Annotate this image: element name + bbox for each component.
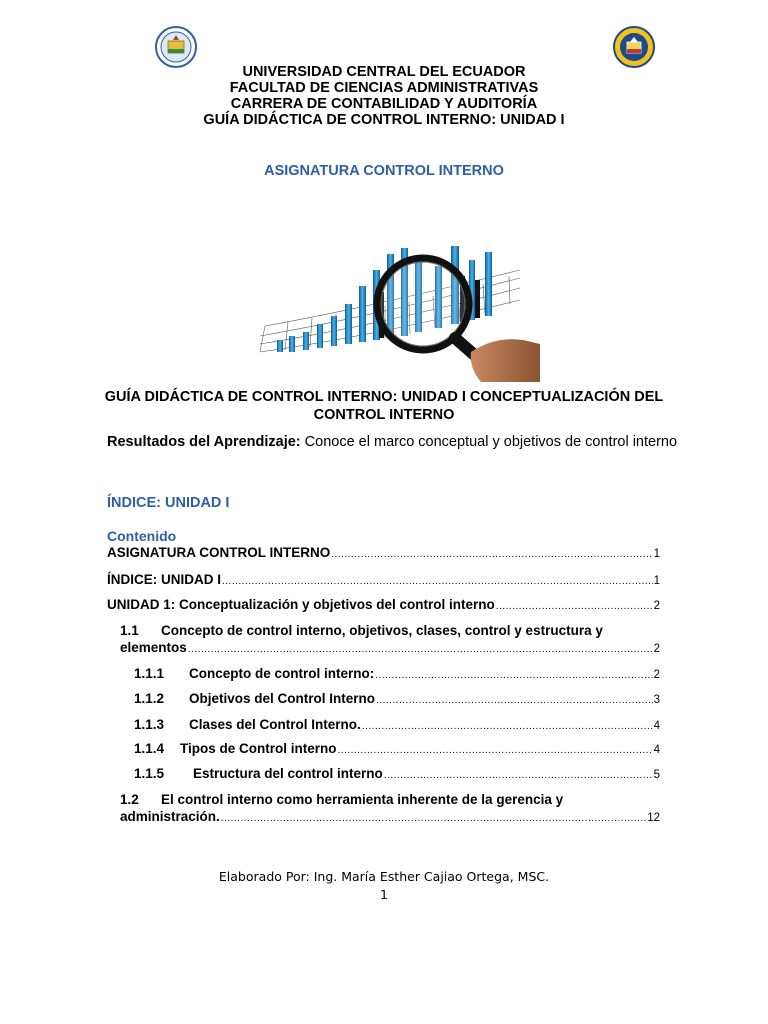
learning-outcomes bbox=[107, 434, 727, 450]
toc-page-number: 3 bbox=[653, 694, 660, 706]
toc-page-number: 1 bbox=[653, 548, 660, 560]
toc-entry-title: ÍNDICE: UNIDAD I bbox=[107, 572, 221, 587]
toc-entry-1-1-2[interactable] bbox=[134, 691, 660, 706]
faculty-name: FACULTAD DE CIENCIAS ADMINISTRATIVAS bbox=[229, 80, 539, 96]
toc-entry-title: Clases del Control Interno. bbox=[189, 717, 361, 732]
toc-entry-title: Tipos de Control interno bbox=[180, 741, 337, 756]
toc-page-number: 2 bbox=[653, 600, 660, 612]
guide-title bbox=[100, 388, 668, 424]
footer-page-number: 1 bbox=[380, 887, 388, 902]
guide-title-line1: GUÍA DIDÁCTICA DE CONTROL INTERNO: UNIDAD I CONCEPTUALIZACIÓN DEL bbox=[104, 389, 664, 405]
subject-heading: ASIGNATURA CONTROL INTERNO bbox=[264, 163, 504, 179]
learning-outcomes-label: Resultados del Aprendizaje: bbox=[107, 434, 301, 450]
toc-leader-dots bbox=[496, 601, 653, 612]
toc-page-number: 2 bbox=[653, 643, 660, 655]
magnifying-glass-bar-chart-illustration bbox=[255, 240, 540, 382]
toc-entry-1-1-3[interactable] bbox=[134, 717, 660, 732]
document-header bbox=[0, 64, 768, 128]
toc-page-number: 2 bbox=[653, 669, 660, 681]
toc-page-number: 4 bbox=[653, 744, 660, 756]
toc-section-number: 1.1.5 bbox=[134, 766, 165, 781]
toc-entry-title: ASIGNATURA CONTROL INTERNO bbox=[107, 545, 331, 560]
toc-entry-title: Concepto de control interno: bbox=[189, 666, 375, 681]
toc-leader-dots bbox=[338, 745, 653, 756]
toc-leader-dots bbox=[222, 576, 653, 587]
toc-entry-title: Objetivos del Control Interno bbox=[189, 691, 376, 706]
toc-entry-1-1-5[interactable] bbox=[134, 766, 660, 781]
toc-entry-title: Concepto de control interno, objetivos, clases, control y estructura y bbox=[161, 623, 603, 638]
footer-author: Elaborado Por: Ing. María Esther Cajiao Ortega, MSC. bbox=[218, 869, 550, 884]
toc-leader-dots bbox=[375, 670, 652, 681]
toc-entry-title-continued: elementos bbox=[120, 640, 187, 655]
toc-entry-1-1-1[interactable] bbox=[134, 666, 660, 681]
toc-section-number: 1.2 bbox=[120, 792, 139, 807]
toc-entry-title: UNIDAD 1: Conceptualización y objetivos del control interno bbox=[107, 597, 495, 612]
toc-leader-dots bbox=[221, 813, 646, 824]
toc-leader-dots bbox=[362, 721, 653, 732]
toc-page-number: 12 bbox=[647, 812, 660, 824]
toc-leader-dots bbox=[376, 695, 653, 706]
toc-leader-dots bbox=[384, 770, 653, 781]
index-heading: ÍNDICE: UNIDAD I bbox=[107, 495, 230, 511]
toc-entry-title: Estructura del control interno bbox=[193, 766, 383, 781]
toc-section-number: 1.1.4 bbox=[134, 741, 165, 756]
toc-entry-title-continued: administración. bbox=[120, 809, 220, 824]
guide-name: GUÍA DIDÁCTICA DE CONTROL INTERNO: UNIDAD I bbox=[203, 112, 565, 128]
university-name: UNIVERSIDAD CENTRAL DEL ECUADOR bbox=[242, 64, 526, 80]
toc-page-number: 5 bbox=[653, 769, 660, 781]
contents-heading: Contenido bbox=[107, 528, 177, 544]
toc-entry-subject[interactable] bbox=[107, 545, 660, 560]
toc-entry-title: El control interno como herramienta inherente de la gerencia y bbox=[161, 792, 564, 807]
toc-entry-unit-1[interactable] bbox=[107, 597, 660, 612]
toc-entry-1-1-4[interactable] bbox=[134, 741, 660, 756]
toc-section-number: 1.1.3 bbox=[134, 717, 165, 732]
university-seal-icon bbox=[155, 26, 197, 68]
page-footer bbox=[0, 868, 768, 904]
career-name: CARRERA DE CONTABILIDAD Y AUDITORÍA bbox=[230, 96, 538, 112]
toc-page-number: 1 bbox=[653, 575, 660, 587]
toc-section-number: 1.1 bbox=[120, 623, 139, 638]
toc-entry-1-1[interactable] bbox=[120, 623, 660, 655]
toc-section-number: 1.1.1 bbox=[134, 666, 165, 681]
toc-entry-index[interactable] bbox=[107, 572, 660, 587]
guide-title-line2: CONTROL INTERNO bbox=[313, 407, 455, 423]
toc-section-number: 1.1.2 bbox=[134, 691, 165, 706]
toc-leader-dots bbox=[188, 644, 653, 655]
faculty-seal-icon bbox=[613, 26, 655, 68]
learning-outcomes-text: Conoce el marco conceptual y objetivos de control interno bbox=[304, 434, 678, 450]
toc-page-number: 4 bbox=[653, 720, 660, 732]
toc-leader-dots bbox=[331, 549, 652, 560]
toc-entry-1-2[interactable] bbox=[120, 792, 660, 824]
